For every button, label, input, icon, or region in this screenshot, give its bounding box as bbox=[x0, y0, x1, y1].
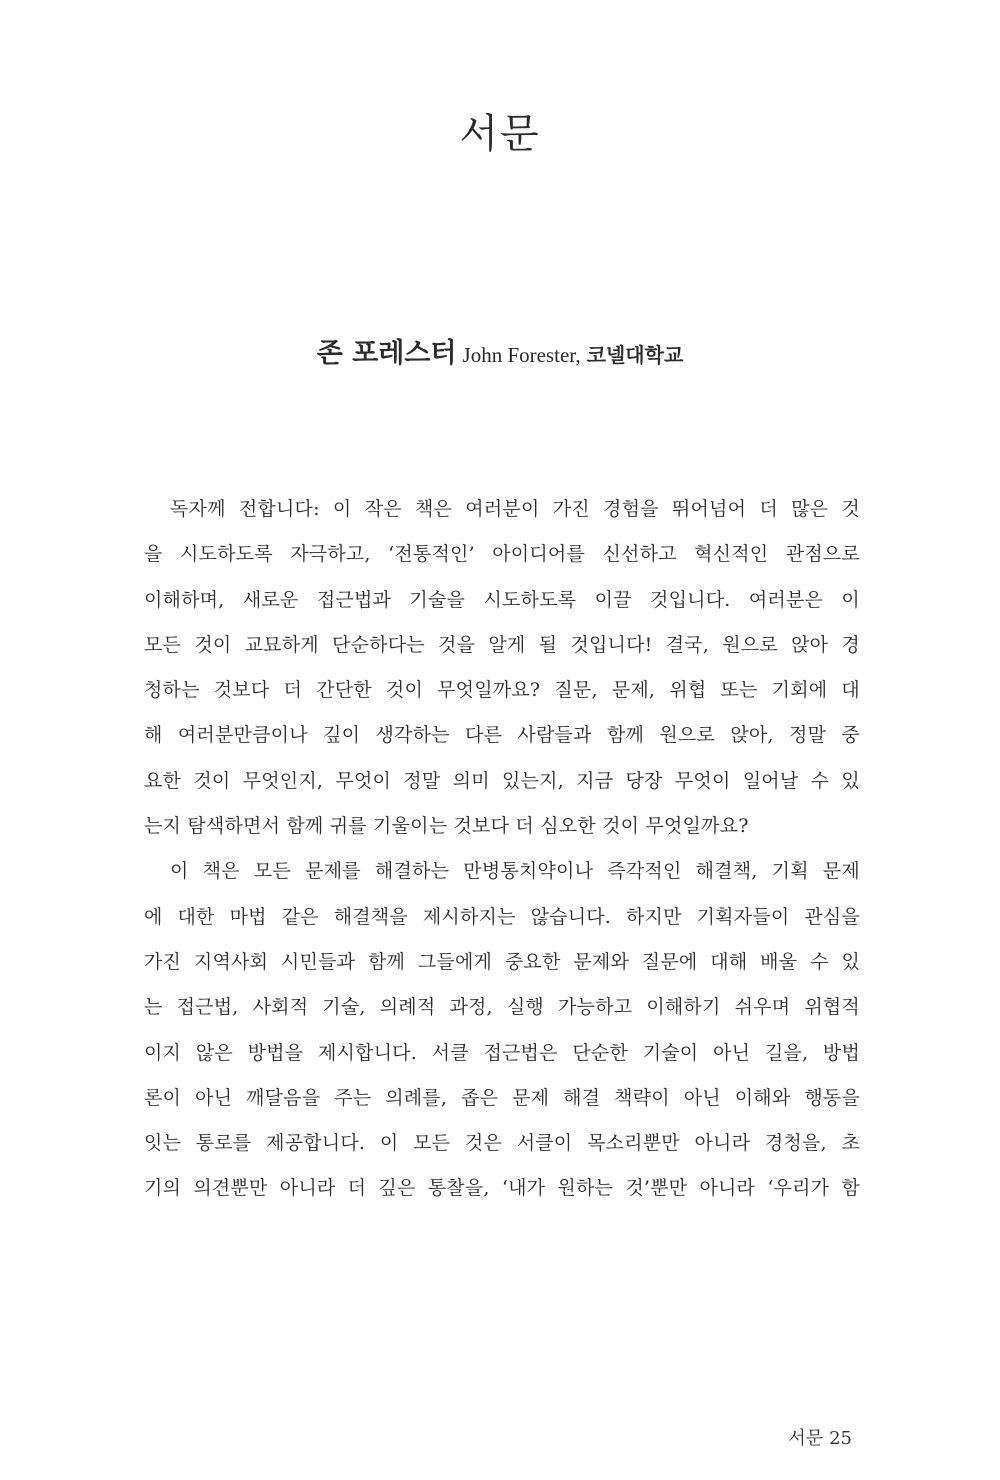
text-line: 이 책은 모든 문제를 해결하는 만병통치약이나 즉각적인 해결책, 기획 문제 bbox=[170, 860, 860, 883]
page-title: 서문 bbox=[459, 111, 541, 157]
text-line: 해 여러분만큼이나 깊이 생각하는 다른 사람들과 함께 원으로 앉아, 정말 중 bbox=[144, 724, 860, 747]
text-line: 요한 것이 무엇인지, 무엇이 정말 의미 있는지, 지금 당장 무엇이 일어날 수 있 bbox=[144, 769, 860, 792]
running-title: 서문 bbox=[788, 1428, 824, 1449]
text-line: 에 대한 마법 같은 해결책을 제시하지는 않습니다. 하지만 기획자들이 관심을 bbox=[144, 905, 860, 928]
author-line bbox=[0, 334, 1000, 377]
text-line: 독자께 전합니다: 이 작은 책은 여러분이 가진 경험을 뛰어넘어 더 많은 것 bbox=[170, 498, 860, 520]
text-line: 을 시도하도록 자극하고, ‘전통적인’ 아이디어를 신선하고 혁신적인 관점으로 bbox=[144, 543, 860, 566]
author-name-korean: 존 포레스터 bbox=[316, 338, 457, 369]
author-affiliation: 코넬대학교 bbox=[586, 343, 684, 367]
paragraph-2 bbox=[144, 849, 860, 1211]
page-footer bbox=[788, 1424, 852, 1454]
text-line: 는 접근법, 사회적 기술, 의례적 과정, 실행 가능하고 이해하기 쉬우며 위협적 bbox=[144, 996, 860, 1019]
text-line: 기의 의견뿐만 아니라 더 깊은 통찰을, ‘내가 원하는 것’뿐만 아니라 ‘우리가 함 bbox=[144, 1177, 860, 1200]
text-line: 청하는 것보다 더 간단한 것이 무엇일까요? 질문, 문제, 위협 또는 기회에 대 bbox=[144, 679, 860, 702]
text-line: 모든 것이 교묘하게 단순하다는 것을 알게 될 것입니다! 결국, 원으로 앉아 경 bbox=[144, 633, 860, 656]
text-line: 이지 않은 방법을 제시합니다. 서클 접근법은 단순한 기술이 아닌 길을, 방법 bbox=[144, 1041, 860, 1064]
page-number: 25 bbox=[829, 1428, 852, 1449]
text-line: 가진 지역사회 시민들과 함께 그들에게 중요한 문제와 질문에 대해 배울 수 있 bbox=[144, 950, 860, 973]
body-text bbox=[144, 487, 860, 1212]
text-line: 론이 아닌 깨달음을 주는 의례를, 좁은 문제 해결 책략이 아닌 이해와 행동을 bbox=[144, 1086, 860, 1109]
paragraph-1 bbox=[144, 487, 860, 849]
author-name-english: John Forester bbox=[462, 343, 576, 367]
text-line: 잇는 통로를 제공합니다. 이 모든 것은 서클이 목소리뿐만 아니라 경청을, 초 bbox=[144, 1132, 860, 1155]
author-separator: , bbox=[575, 343, 581, 367]
text-line: 는지 탐색하면서 함께 귀를 기울이는 것보다 더 심오한 것이 무엇일까요? bbox=[144, 815, 749, 838]
text-line: 이해하며, 새로운 접근법과 기술을 시도하도록 이끌 것입니다. 여러분은 이 bbox=[144, 588, 860, 611]
